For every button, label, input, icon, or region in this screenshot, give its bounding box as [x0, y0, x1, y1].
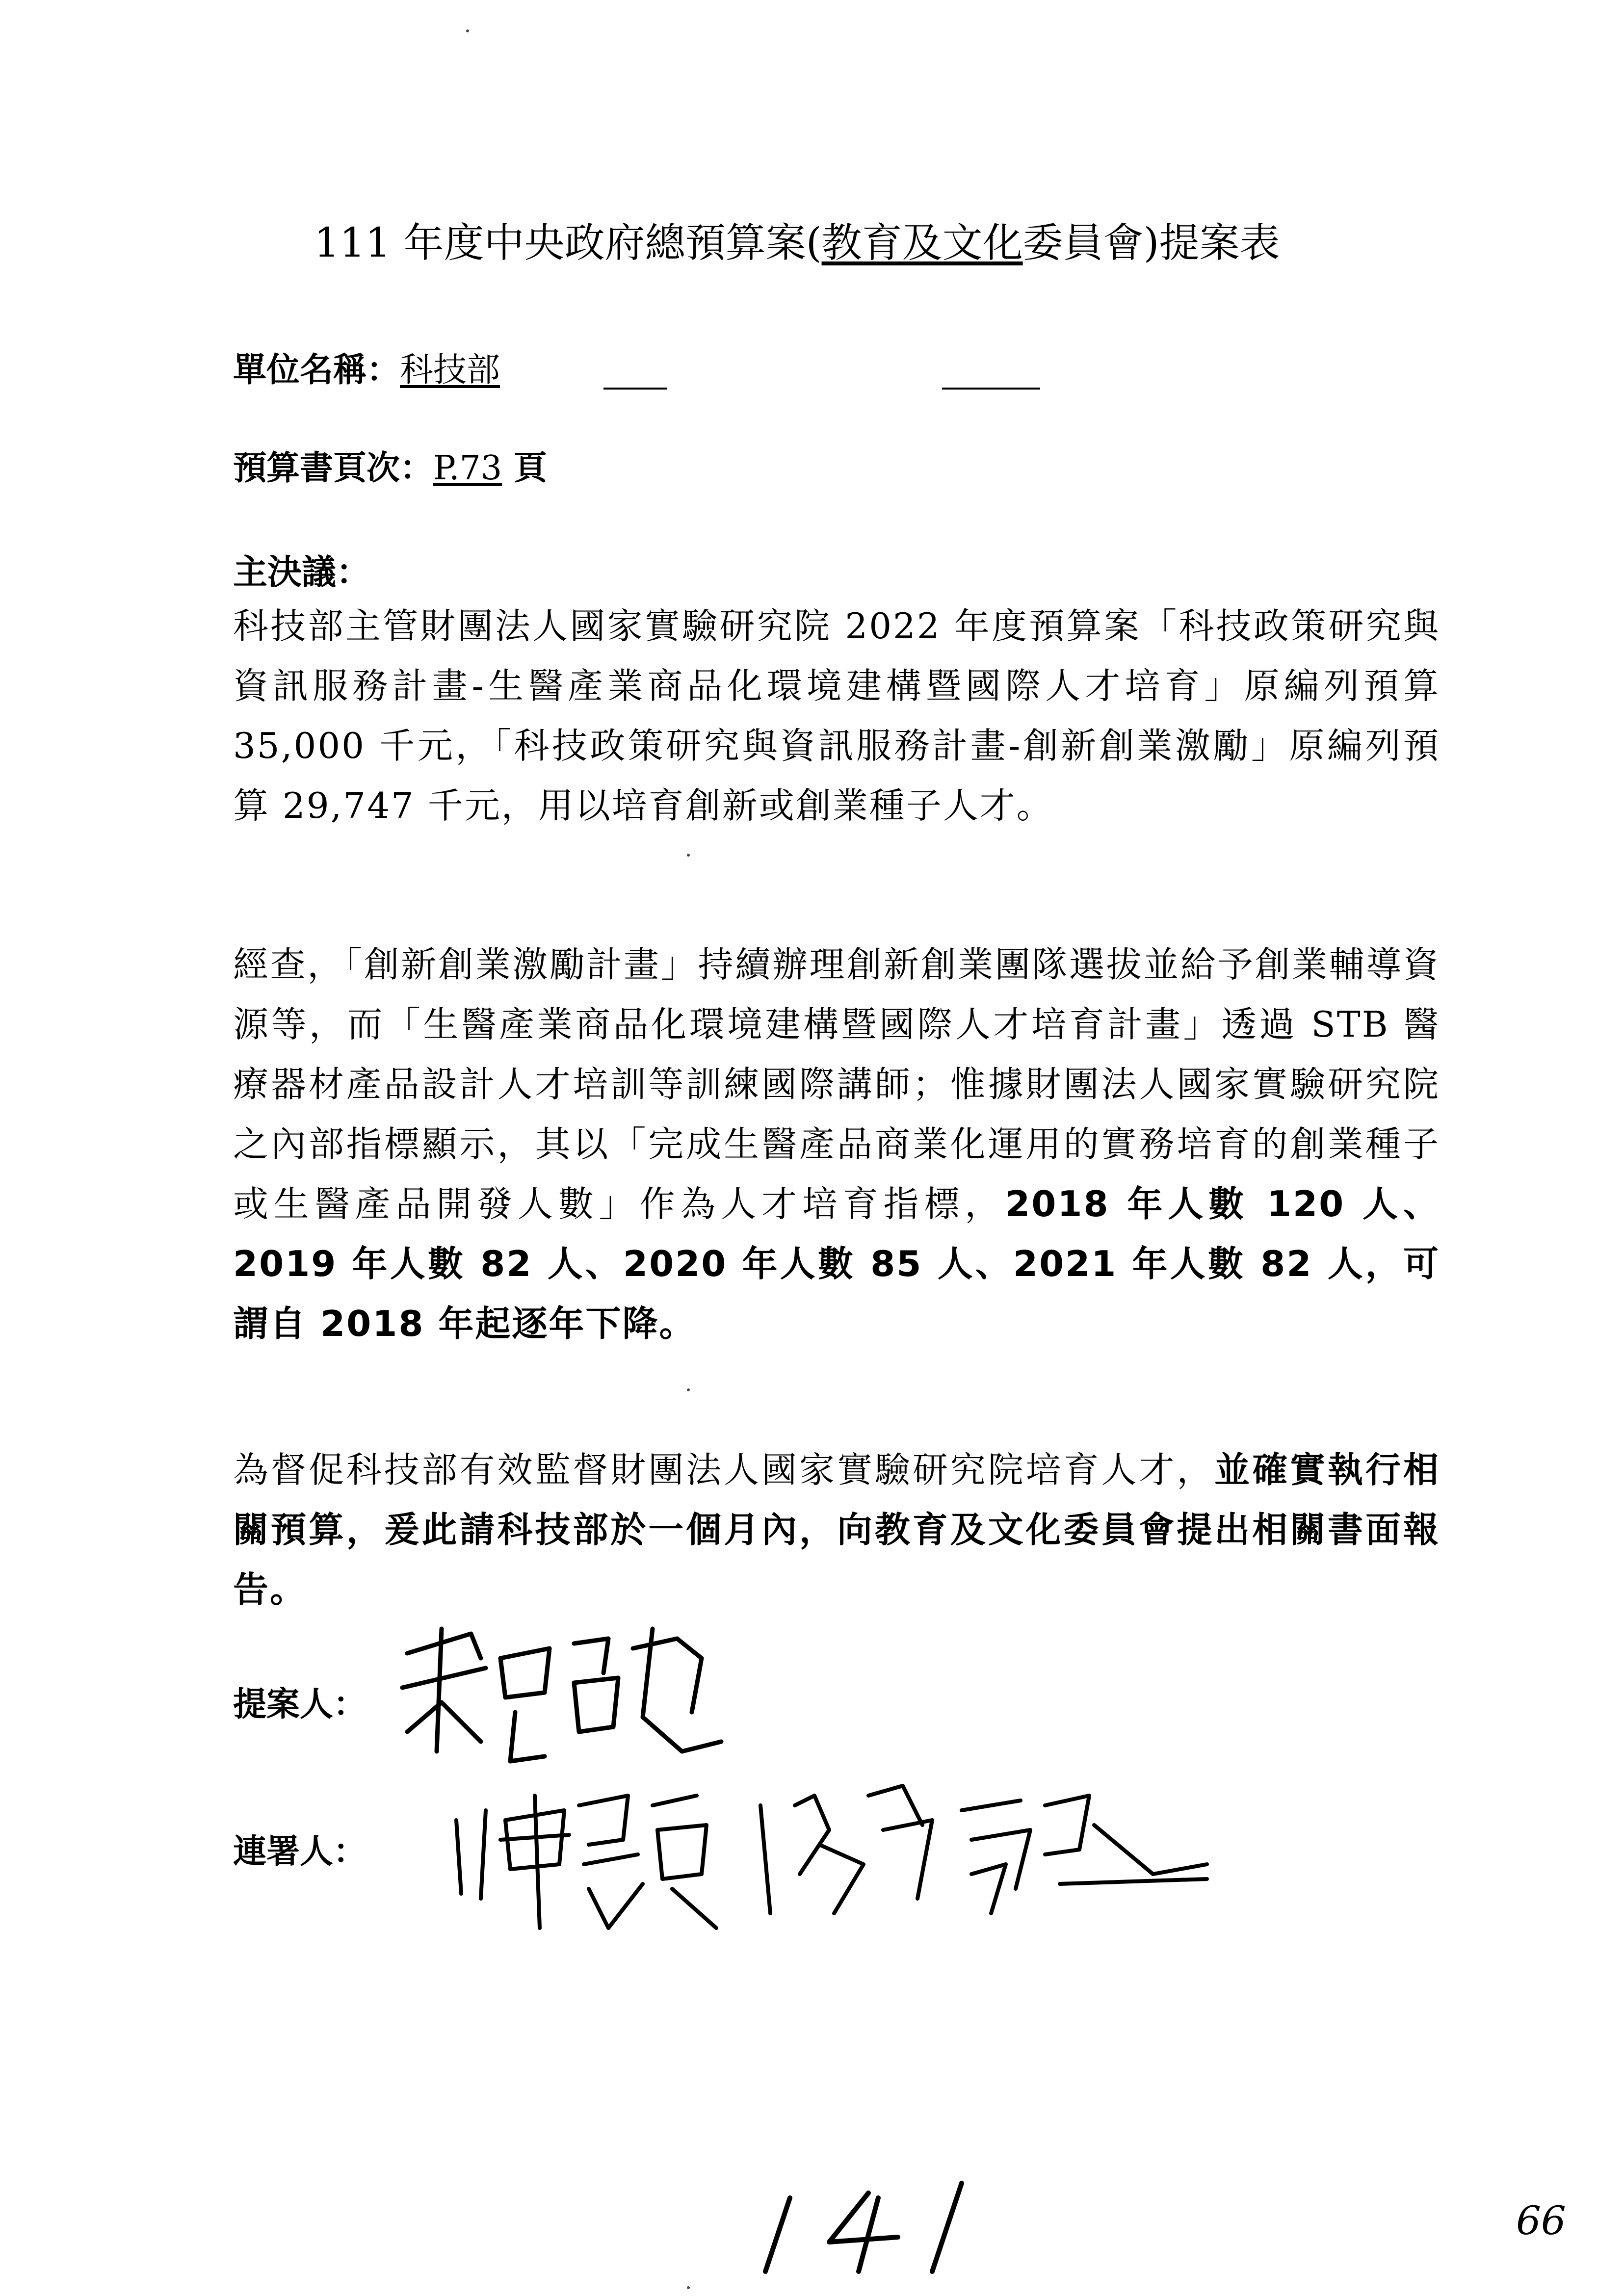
page-suffix: 頁	[513, 449, 547, 488]
unit-underline-segment-right	[942, 388, 1040, 390]
cosigner-label: 連署人：	[233, 1832, 367, 1871]
page-label: 預算書頁次：	[233, 449, 434, 488]
scan-speck	[687, 1388, 690, 1391]
title-suffix: 委員會)提案表	[1022, 220, 1280, 266]
document-title	[314, 211, 1280, 268]
title-committee: 教育及文化	[821, 220, 1023, 266]
findings-text: 經查，「創新創業激勵計畫」持續辦理創新創業團隊選拔並給予創業輔導資源等，而「生醫產業商品化環境建構暨國際人才培育計畫」透過 STB 醫療器材產品設計人才培訓等訓練國際講師；惟據財團法人國家實驗研究院之內部指標顯示，其以「完成生醫產品商業化運用的實務培育的創業種子或生醫產品開發人數」作為人才培育指標，	[233, 944, 1440, 1225]
title-prefix: 111 年度中央政府總預算案(	[314, 220, 822, 266]
proposer-label: 提案人：	[233, 1685, 367, 1724]
paragraph-budget: 科技部主管財團法人國家實驗研究院 2022 年度預算案「科技政策研究與資訊服務計畫-生醫產業商品化環境建構暨國際人才培育」原編列預算 35,000 千元，「科技政策研究與資訊服務計畫-創新創業激勵」原編列預算 29,747 千元，用以培育創新或創業種子人才。	[233, 605, 1440, 826]
request-bold-text: 並確實執行相關預算，爰此請科技部於一個月內，向教育及文化委員會提出相關書面報告。	[233, 1449, 1440, 1610]
proposer-signature	[388, 1614, 741, 1776]
resolution-heading: 主決議：	[233, 552, 370, 592]
request-text: 為督促科技部有效監督財團法人國家實驗研究院培育人才，	[233, 1449, 1215, 1490]
findings-bold-text: 2018 年人數 120 人、2019 年人數 82 人、2020 年人數 85 人、2021 年人數 82 人，可謂自 2018 年起逐年下降。	[233, 1183, 1440, 1344]
page-value: P.73	[433, 449, 502, 488]
unit-underline-segment	[603, 388, 667, 390]
cosigner-signatures	[442, 1766, 1236, 1953]
page-number: 66	[1516, 2198, 1566, 2244]
paragraph-request	[233, 1440, 1440, 1619]
scan-speck	[466, 29, 469, 32]
scan-speck	[687, 2286, 690, 2289]
paragraph-findings	[233, 935, 1440, 1354]
unit-label: 單位名稱：	[233, 351, 400, 390]
unit-value: 科技部	[400, 351, 500, 390]
page-field	[233, 442, 547, 489]
handwritten-number	[756, 2178, 1001, 2276]
scan-speck	[687, 854, 690, 857]
unit-field	[233, 343, 500, 391]
